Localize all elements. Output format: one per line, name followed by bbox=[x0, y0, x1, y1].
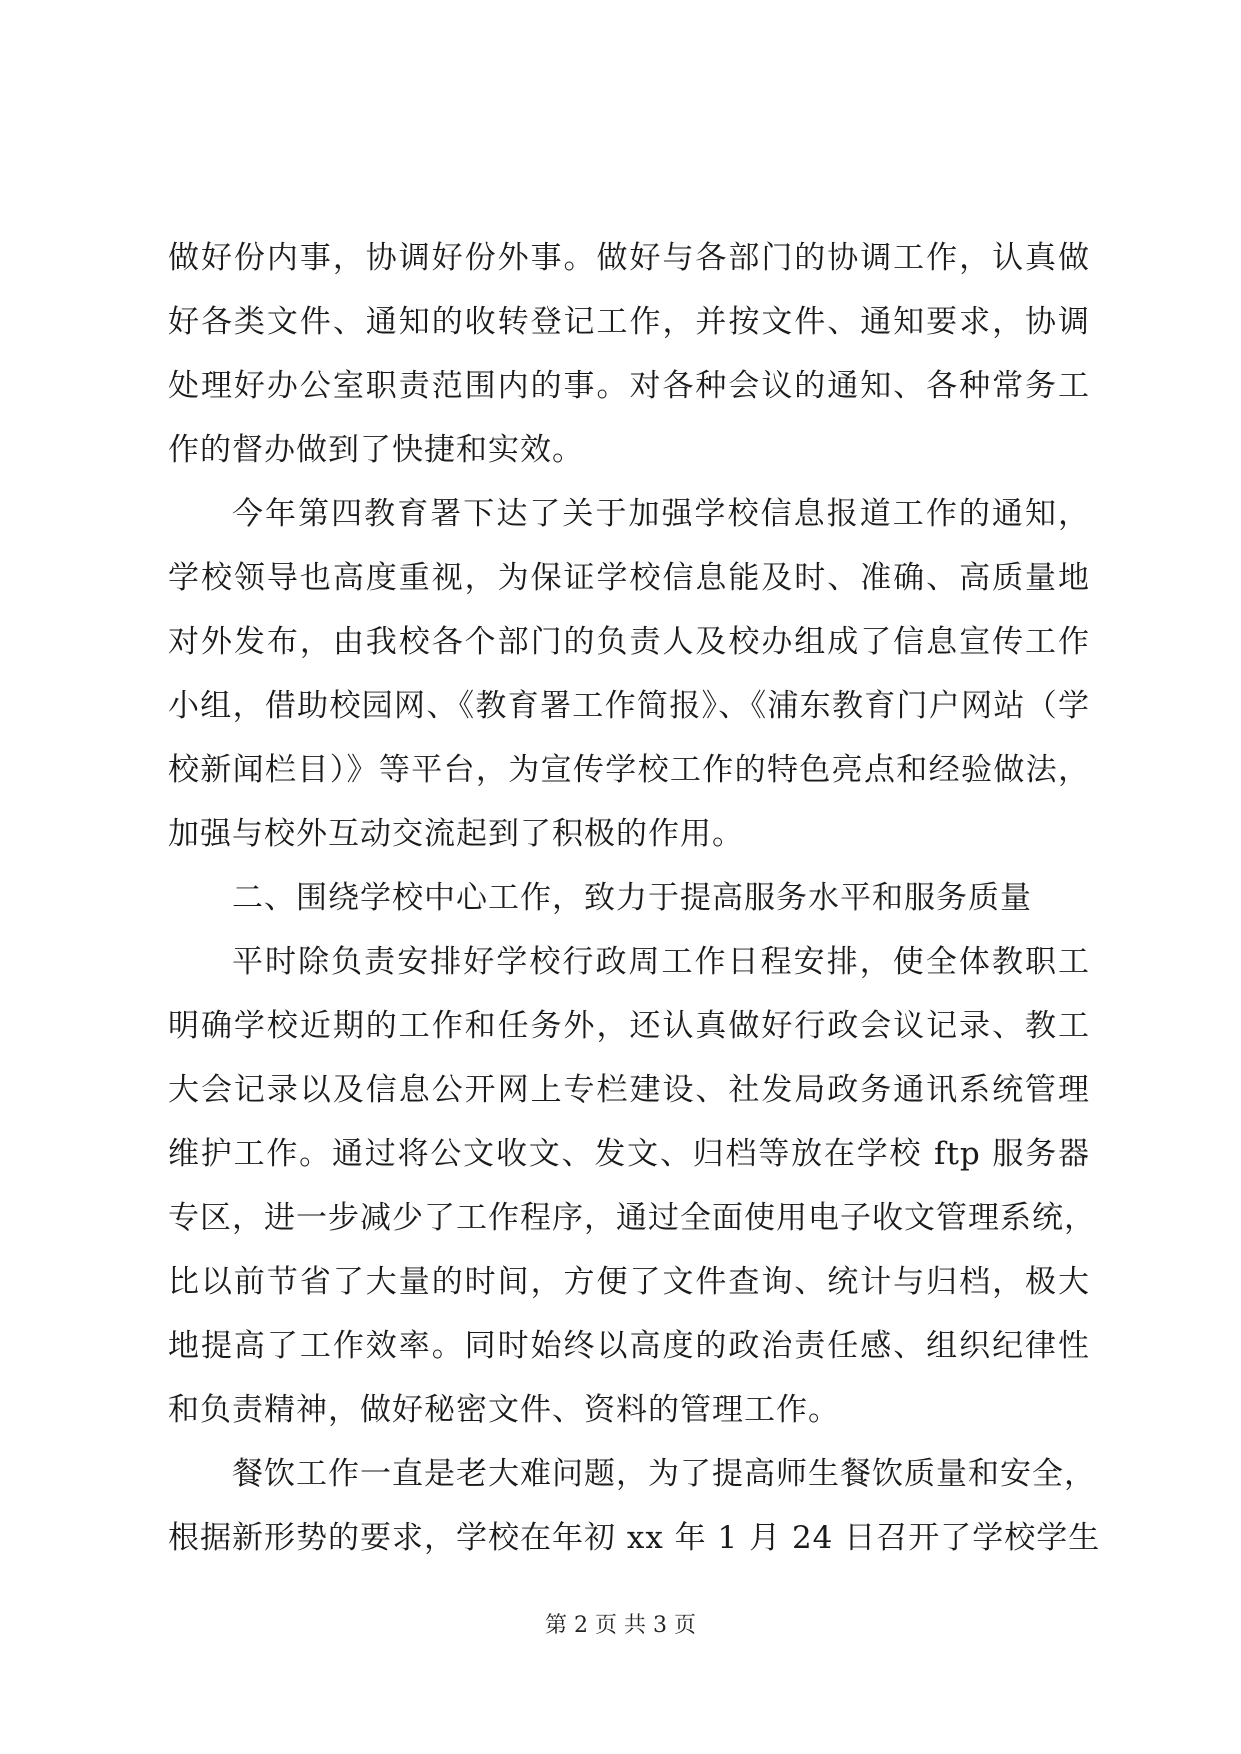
document-body bbox=[168, 226, 1101, 1570]
text-line: 比以前节省了大量的时间，方便了文件查询、统计与归档，极大 bbox=[168, 1264, 1090, 1300]
text-line: 二、围绕学校中心工作，致力于提高服务水平和服务质量 bbox=[232, 880, 1032, 916]
section-heading bbox=[168, 866, 1090, 930]
text-line: 处理好办公室职责范围内的事。对各种会议的通知、各种常务工 bbox=[168, 368, 1090, 404]
text-line: 大会记录以及信息公开网上专栏建设、社发局政务通讯系统管理 bbox=[168, 1072, 1090, 1108]
text-line: 校新闻栏目）》等平台，为宣传学校工作的特色亮点和经验做法， bbox=[168, 752, 1090, 788]
text-line: 加强与校外互动交流起到了积极的作用。 bbox=[168, 816, 744, 852]
text-line: 对外发布，由我校各个部门的负责人及校办组成了信息宣传工作 bbox=[168, 624, 1090, 660]
paragraph bbox=[168, 482, 1090, 866]
text-line: 学校领导也高度重视，为保证学校信息能及时、准确、高质量地 bbox=[168, 560, 1090, 596]
text-line: 今年第四教育署下达了关于加强学校信息报道工作的通知， bbox=[232, 496, 1090, 532]
text-line: 维护工作。通过将公文收文、发文、归档等放在学校 ftp 服务器 bbox=[168, 1136, 1090, 1172]
text-line: 好各类文件、通知的收转登记工作，并按文件、通知要求，协调 bbox=[168, 304, 1090, 340]
text-line: 和负责精神，做好秘密文件、资料的管理工作。 bbox=[168, 1392, 840, 1428]
text-line: 作的督办做到了快捷和实效。 bbox=[168, 432, 584, 468]
text-line: 明确学校近期的工作和任务外，还认真做好行政会议记录、教工 bbox=[168, 1008, 1090, 1044]
text-line: 根据新形势的要求，学校在年初 xx 年 1 月 24 日召开了学校学生 bbox=[168, 1520, 1101, 1556]
paragraph bbox=[168, 930, 1096, 1442]
text-line: 专区，进一步减少了工作程序，通过全面使用电子收文管理系统， bbox=[168, 1200, 1096, 1236]
paragraph bbox=[168, 1442, 1101, 1570]
text-line: 餐饮工作一直是老大难问题，为了提高师生餐饮质量和安全， bbox=[232, 1456, 1096, 1492]
text-line: 平时除负责安排好学校行政周工作日程安排，使全体教职工 bbox=[232, 944, 1090, 980]
page-footer: 第 2 页 共 3 页 bbox=[545, 1613, 696, 1638]
paragraph bbox=[168, 226, 1090, 482]
text-line: 做好份内事，协调好份外事。做好与各部门的协调工作，认真做 bbox=[168, 240, 1090, 276]
text-line: 地提高了工作效率。同时始终以高度的政治责任感、组织纪律性 bbox=[168, 1328, 1090, 1364]
text-line: 小组，借助校园网、《教育署工作简报》、《浦东教育门户网站（学 bbox=[168, 688, 1090, 724]
